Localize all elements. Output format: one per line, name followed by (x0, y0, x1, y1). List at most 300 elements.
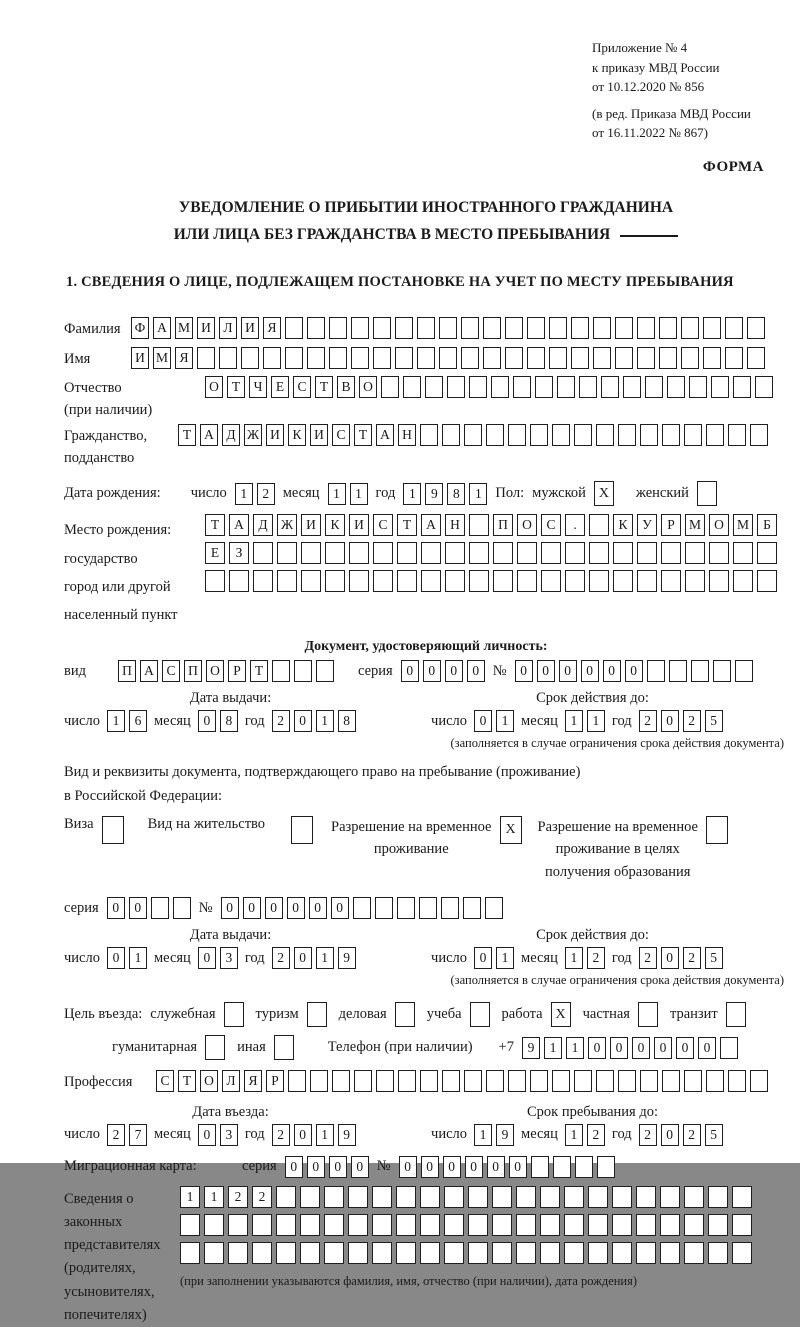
char-box[interactable]: Е (205, 542, 225, 564)
char-box[interactable] (373, 317, 391, 339)
char-box[interactable] (575, 1156, 593, 1178)
char-box[interactable]: Т (178, 424, 196, 446)
char-box[interactable] (492, 1242, 512, 1264)
char-box[interactable]: 9 (522, 1037, 540, 1059)
char-box[interactable] (310, 1070, 328, 1092)
char-box[interactable] (684, 1214, 704, 1236)
char-box[interactable]: 5 (705, 947, 723, 969)
representatives-row2[interactable] (180, 1214, 752, 1236)
char-box[interactable]: Е (271, 376, 289, 398)
char-box[interactable] (571, 347, 589, 369)
char-box[interactable] (301, 542, 321, 564)
purpose-private-checkbox[interactable] (638, 1002, 658, 1027)
char-box[interactable]: М (685, 514, 705, 536)
char-box[interactable] (395, 347, 413, 369)
char-box[interactable]: Ж (277, 514, 297, 536)
char-box[interactable] (571, 317, 589, 339)
char-box[interactable] (637, 542, 657, 564)
char-box[interactable] (684, 1070, 702, 1092)
purpose-study-checkbox[interactable] (470, 1002, 490, 1027)
char-box[interactable]: 0 (603, 660, 621, 682)
char-box[interactable] (395, 317, 413, 339)
patronymic-field[interactable] (205, 376, 773, 398)
char-box[interactable] (204, 1214, 224, 1236)
char-box[interactable]: 0 (294, 710, 312, 732)
char-box[interactable] (564, 1186, 584, 1208)
char-box[interactable]: 2 (683, 710, 701, 732)
char-box[interactable] (513, 376, 531, 398)
char-box[interactable]: 1 (565, 947, 583, 969)
char-box[interactable]: 3 (220, 1124, 238, 1146)
char-box[interactable]: 2 (587, 1124, 605, 1146)
char-box[interactable]: Я (244, 1070, 262, 1092)
char-box[interactable] (706, 424, 724, 446)
char-box[interactable] (349, 570, 369, 592)
representatives-row3[interactable] (180, 1242, 752, 1264)
char-box[interactable]: 1 (328, 483, 346, 505)
char-box[interactable] (706, 1070, 724, 1092)
char-box[interactable] (253, 570, 273, 592)
stay-day[interactable] (474, 1124, 514, 1146)
char-box[interactable]: 1 (566, 1037, 584, 1059)
purpose-official-checkbox[interactable] (224, 1002, 244, 1027)
char-box[interactable] (229, 570, 249, 592)
char-box[interactable] (403, 376, 421, 398)
char-box[interactable]: А (376, 424, 394, 446)
permit-valid-year[interactable] (639, 947, 723, 969)
char-box[interactable]: У (637, 514, 657, 536)
char-box[interactable]: 0 (294, 1124, 312, 1146)
char-box[interactable]: 0 (129, 897, 147, 919)
char-box[interactable] (615, 347, 633, 369)
char-box[interactable] (618, 424, 636, 446)
char-box[interactable] (348, 1242, 368, 1264)
char-box[interactable]: Т (315, 376, 333, 398)
char-box[interactable]: 0 (474, 947, 492, 969)
char-box[interactable]: Л (222, 1070, 240, 1092)
char-box[interactable] (728, 424, 746, 446)
char-box[interactable]: П (118, 660, 136, 682)
char-box[interactable] (636, 1242, 656, 1264)
char-box[interactable]: 0 (509, 1156, 527, 1178)
char-box[interactable] (420, 1186, 440, 1208)
char-box[interactable]: 0 (698, 1037, 716, 1059)
char-box[interactable] (660, 1242, 680, 1264)
char-box[interactable] (703, 317, 721, 339)
char-box[interactable]: 0 (221, 897, 239, 919)
char-box[interactable]: 0 (661, 947, 679, 969)
char-box[interactable] (373, 347, 391, 369)
char-box[interactable] (493, 570, 513, 592)
char-box[interactable] (204, 1242, 224, 1264)
char-box[interactable]: Я (263, 317, 281, 339)
char-box[interactable]: К (613, 514, 633, 536)
char-box[interactable]: М (175, 317, 193, 339)
char-box[interactable] (689, 376, 707, 398)
char-box[interactable]: И (349, 514, 369, 536)
char-box[interactable]: Т (227, 376, 245, 398)
char-box[interactable]: 0 (467, 660, 485, 682)
char-box[interactable] (597, 1156, 615, 1178)
char-box[interactable]: 0 (285, 1156, 303, 1178)
char-box[interactable]: К (288, 424, 306, 446)
char-box[interactable]: 8 (338, 710, 356, 732)
char-box[interactable]: 1 (204, 1186, 224, 1208)
char-box[interactable]: 9 (338, 947, 356, 969)
char-box[interactable]: И (310, 424, 328, 446)
char-box[interactable]: 0 (661, 710, 679, 732)
char-box[interactable]: О (517, 514, 537, 536)
char-box[interactable] (564, 1242, 584, 1264)
char-box[interactable]: М (153, 347, 171, 369)
char-box[interactable]: 1 (107, 710, 125, 732)
char-box[interactable] (351, 317, 369, 339)
char-box[interactable] (684, 424, 702, 446)
char-box[interactable]: 0 (581, 660, 599, 682)
char-box[interactable] (420, 424, 438, 446)
permit-issue-day[interactable] (107, 947, 147, 969)
gender-female-checkbox[interactable] (697, 481, 717, 506)
char-box[interactable] (492, 1186, 512, 1208)
char-box[interactable] (662, 424, 680, 446)
visa-checkbox[interactable] (102, 816, 124, 844)
char-box[interactable] (294, 660, 312, 682)
char-box[interactable] (681, 317, 699, 339)
char-box[interactable]: 0 (265, 897, 283, 919)
char-box[interactable]: Т (205, 514, 225, 536)
char-box[interactable]: 1 (180, 1186, 200, 1208)
char-box[interactable]: 1 (235, 483, 253, 505)
char-box[interactable] (461, 317, 479, 339)
char-box[interactable] (750, 424, 768, 446)
char-box[interactable] (324, 1214, 344, 1236)
char-box[interactable] (640, 1070, 658, 1092)
char-box[interactable] (325, 542, 345, 564)
char-box[interactable] (464, 1070, 482, 1092)
char-box[interactable] (747, 317, 765, 339)
char-box[interactable]: 0 (401, 660, 419, 682)
doc-series-field[interactable] (401, 660, 485, 682)
char-box[interactable]: Ч (249, 376, 267, 398)
char-box[interactable] (277, 570, 297, 592)
char-box[interactable] (636, 1214, 656, 1236)
char-box[interactable]: 2 (272, 710, 290, 732)
char-box[interactable] (637, 347, 655, 369)
char-box[interactable] (530, 1070, 548, 1092)
char-box[interactable]: Н (398, 424, 416, 446)
char-box[interactable] (307, 347, 325, 369)
permit-series-field[interactable] (107, 897, 191, 919)
stay-month[interactable] (565, 1124, 605, 1146)
char-box[interactable] (733, 542, 753, 564)
char-box[interactable] (151, 897, 169, 919)
char-box[interactable] (508, 424, 526, 446)
char-box[interactable] (397, 570, 417, 592)
char-box[interactable] (469, 376, 487, 398)
char-box[interactable] (420, 1242, 440, 1264)
char-box[interactable] (197, 347, 215, 369)
char-box[interactable]: 7 (129, 1124, 147, 1146)
char-box[interactable] (618, 1070, 636, 1092)
char-box[interactable] (540, 1214, 560, 1236)
char-box[interactable]: 1 (496, 947, 514, 969)
char-box[interactable]: А (421, 514, 441, 536)
char-box[interactable]: 2 (228, 1186, 248, 1208)
char-box[interactable]: 5 (705, 1124, 723, 1146)
char-box[interactable]: 9 (425, 483, 443, 505)
char-box[interactable] (396, 1186, 416, 1208)
char-box[interactable] (493, 542, 513, 564)
char-box[interactable] (332, 1070, 350, 1092)
char-box[interactable] (732, 1214, 752, 1236)
char-box[interactable]: 6 (129, 710, 147, 732)
char-box[interactable] (685, 570, 705, 592)
char-box[interactable] (708, 1214, 728, 1236)
char-box[interactable] (552, 424, 570, 446)
char-box[interactable] (398, 1070, 416, 1092)
char-box[interactable] (593, 317, 611, 339)
char-box[interactable]: П (184, 660, 202, 682)
char-box[interactable]: 2 (639, 947, 657, 969)
char-box[interactable] (709, 542, 729, 564)
char-box[interactable]: А (200, 424, 218, 446)
char-box[interactable] (637, 570, 657, 592)
char-box[interactable] (288, 1070, 306, 1092)
char-box[interactable] (747, 347, 765, 369)
char-box[interactable] (376, 1070, 394, 1092)
entry-day[interactable] (107, 1124, 147, 1146)
char-box[interactable]: И (241, 317, 259, 339)
char-box[interactable] (684, 1186, 704, 1208)
char-box[interactable]: С (373, 514, 393, 536)
char-box[interactable] (447, 376, 465, 398)
char-box[interactable]: 0 (588, 1037, 606, 1059)
char-box[interactable]: И (131, 347, 149, 369)
char-box[interactable]: 9 (338, 1124, 356, 1146)
char-box[interactable] (463, 897, 481, 919)
char-box[interactable]: 1 (474, 1124, 492, 1146)
char-box[interactable] (252, 1214, 272, 1236)
char-box[interactable] (645, 376, 663, 398)
char-box[interactable] (329, 347, 347, 369)
char-box[interactable]: О (205, 376, 223, 398)
char-box[interactable] (637, 317, 655, 339)
permit-valid-month[interactable] (565, 947, 605, 969)
char-box[interactable]: П (493, 514, 513, 536)
char-box[interactable] (549, 347, 567, 369)
char-box[interactable]: Т (397, 514, 417, 536)
char-box[interactable]: Ф (131, 317, 149, 339)
char-box[interactable]: 0 (676, 1037, 694, 1059)
profession-field[interactable] (156, 1070, 768, 1092)
char-box[interactable] (647, 660, 665, 682)
char-box[interactable] (421, 542, 441, 564)
char-box[interactable]: 1 (544, 1037, 562, 1059)
char-box[interactable] (444, 1214, 464, 1236)
representatives-row1[interactable] (180, 1186, 752, 1208)
char-box[interactable] (373, 542, 393, 564)
char-box[interactable] (640, 424, 658, 446)
char-box[interactable]: 0 (243, 897, 261, 919)
char-box[interactable]: М (733, 514, 753, 536)
char-box[interactable] (660, 1214, 680, 1236)
char-box[interactable] (421, 570, 441, 592)
char-box[interactable] (549, 317, 567, 339)
char-box[interactable] (596, 424, 614, 446)
birth-place-row2[interactable] (205, 542, 777, 564)
char-box[interactable] (276, 1242, 296, 1264)
char-box[interactable] (420, 1214, 440, 1236)
char-box[interactable] (417, 317, 435, 339)
char-box[interactable] (728, 1070, 746, 1092)
char-box[interactable] (461, 347, 479, 369)
char-box[interactable] (659, 347, 677, 369)
char-box[interactable] (445, 542, 465, 564)
char-box[interactable] (396, 1214, 416, 1236)
purpose-business-checkbox[interactable] (395, 1002, 415, 1027)
char-box[interactable]: 9 (496, 1124, 514, 1146)
char-box[interactable]: 1 (316, 947, 334, 969)
char-box[interactable] (228, 1214, 248, 1236)
char-box[interactable] (348, 1214, 368, 1236)
char-box[interactable] (659, 317, 677, 339)
char-box[interactable] (527, 317, 545, 339)
char-box[interactable] (505, 347, 523, 369)
char-box[interactable]: 0 (307, 1156, 325, 1178)
char-box[interactable] (324, 1186, 344, 1208)
char-box[interactable] (540, 1186, 560, 1208)
char-box[interactable] (711, 376, 729, 398)
char-box[interactable] (425, 376, 443, 398)
char-box[interactable] (468, 1186, 488, 1208)
temp-residence-checkbox[interactable]: X (500, 816, 522, 844)
birth-place-row1[interactable] (205, 514, 777, 536)
char-box[interactable] (263, 347, 281, 369)
birth-place-row3[interactable] (205, 570, 777, 592)
char-box[interactable] (486, 424, 504, 446)
char-box[interactable] (307, 317, 325, 339)
char-box[interactable]: 1 (469, 483, 487, 505)
char-box[interactable] (613, 542, 633, 564)
char-box[interactable] (612, 1242, 632, 1264)
char-box[interactable] (732, 1186, 752, 1208)
char-box[interactable] (612, 1214, 632, 1236)
char-box[interactable] (439, 317, 457, 339)
char-box[interactable] (732, 1242, 752, 1264)
birth-day-field[interactable] (235, 483, 275, 505)
char-box[interactable] (574, 1070, 592, 1092)
char-box[interactable] (667, 376, 685, 398)
char-box[interactable] (397, 542, 417, 564)
char-box[interactable] (349, 542, 369, 564)
char-box[interactable] (205, 570, 225, 592)
char-box[interactable]: 0 (465, 1156, 483, 1178)
char-box[interactable] (272, 660, 290, 682)
char-box[interactable] (517, 570, 537, 592)
char-box[interactable]: 1 (403, 483, 421, 505)
char-box[interactable]: 1 (129, 947, 147, 969)
char-box[interactable]: С (162, 660, 180, 682)
char-box[interactable] (276, 1186, 296, 1208)
char-box[interactable]: Б (757, 514, 777, 536)
char-box[interactable] (372, 1214, 392, 1236)
char-box[interactable] (441, 897, 459, 919)
char-box[interactable] (565, 570, 585, 592)
char-box[interactable] (540, 1242, 560, 1264)
char-box[interactable] (516, 1186, 536, 1208)
doc-valid-day[interactable] (474, 710, 514, 732)
char-box[interactable] (300, 1214, 320, 1236)
char-box[interactable]: Д (222, 424, 240, 446)
char-box[interactable] (277, 542, 297, 564)
char-box[interactable] (444, 1242, 464, 1264)
char-box[interactable] (708, 1186, 728, 1208)
char-box[interactable]: Ж (244, 424, 262, 446)
char-box[interactable] (445, 570, 465, 592)
char-box[interactable] (241, 347, 259, 369)
char-box[interactable] (733, 570, 753, 592)
char-box[interactable] (444, 1186, 464, 1208)
char-box[interactable] (372, 1186, 392, 1208)
char-box[interactable] (720, 1037, 738, 1059)
char-box[interactable] (755, 376, 773, 398)
char-box[interactable] (596, 1070, 614, 1092)
char-box[interactable] (464, 424, 482, 446)
char-box[interactable]: 0 (487, 1156, 505, 1178)
char-box[interactable]: 0 (198, 1124, 216, 1146)
char-box[interactable]: С (293, 376, 311, 398)
char-box[interactable]: О (359, 376, 377, 398)
char-box[interactable]: 0 (445, 660, 463, 682)
char-box[interactable] (253, 542, 273, 564)
surname-field[interactable] (131, 317, 765, 339)
char-box[interactable]: 0 (351, 1156, 369, 1178)
char-box[interactable]: 0 (309, 897, 327, 919)
char-box[interactable] (527, 347, 545, 369)
char-box[interactable]: 3 (220, 947, 238, 969)
birth-year-field[interactable] (403, 483, 487, 505)
purpose-other-checkbox[interactable] (274, 1035, 294, 1060)
char-box[interactable] (553, 1156, 571, 1178)
temp-residence-education-checkbox[interactable] (706, 816, 728, 844)
char-box[interactable] (661, 542, 681, 564)
char-box[interactable]: З (229, 542, 249, 564)
char-box[interactable] (442, 1070, 460, 1092)
doc-valid-month[interactable] (565, 710, 605, 732)
char-box[interactable] (564, 1214, 584, 1236)
char-box[interactable] (703, 347, 721, 369)
char-box[interactable]: Д (253, 514, 273, 536)
char-box[interactable] (681, 347, 699, 369)
char-box[interactable] (709, 570, 729, 592)
doc-valid-year[interactable] (639, 710, 723, 732)
char-box[interactable] (750, 1070, 768, 1092)
char-box[interactable]: 2 (683, 947, 701, 969)
char-box[interactable] (483, 317, 501, 339)
char-box[interactable] (579, 376, 597, 398)
char-box[interactable]: Т (178, 1070, 196, 1092)
char-box[interactable]: 2 (272, 1124, 290, 1146)
char-box[interactable] (601, 376, 619, 398)
birth-month-field[interactable] (328, 483, 368, 505)
char-box[interactable]: 0 (423, 660, 441, 682)
char-box[interactable] (180, 1242, 200, 1264)
char-box[interactable] (615, 317, 633, 339)
char-box[interactable]: О (200, 1070, 218, 1092)
char-box[interactable] (300, 1242, 320, 1264)
char-box[interactable] (397, 897, 415, 919)
char-box[interactable]: О (206, 660, 224, 682)
